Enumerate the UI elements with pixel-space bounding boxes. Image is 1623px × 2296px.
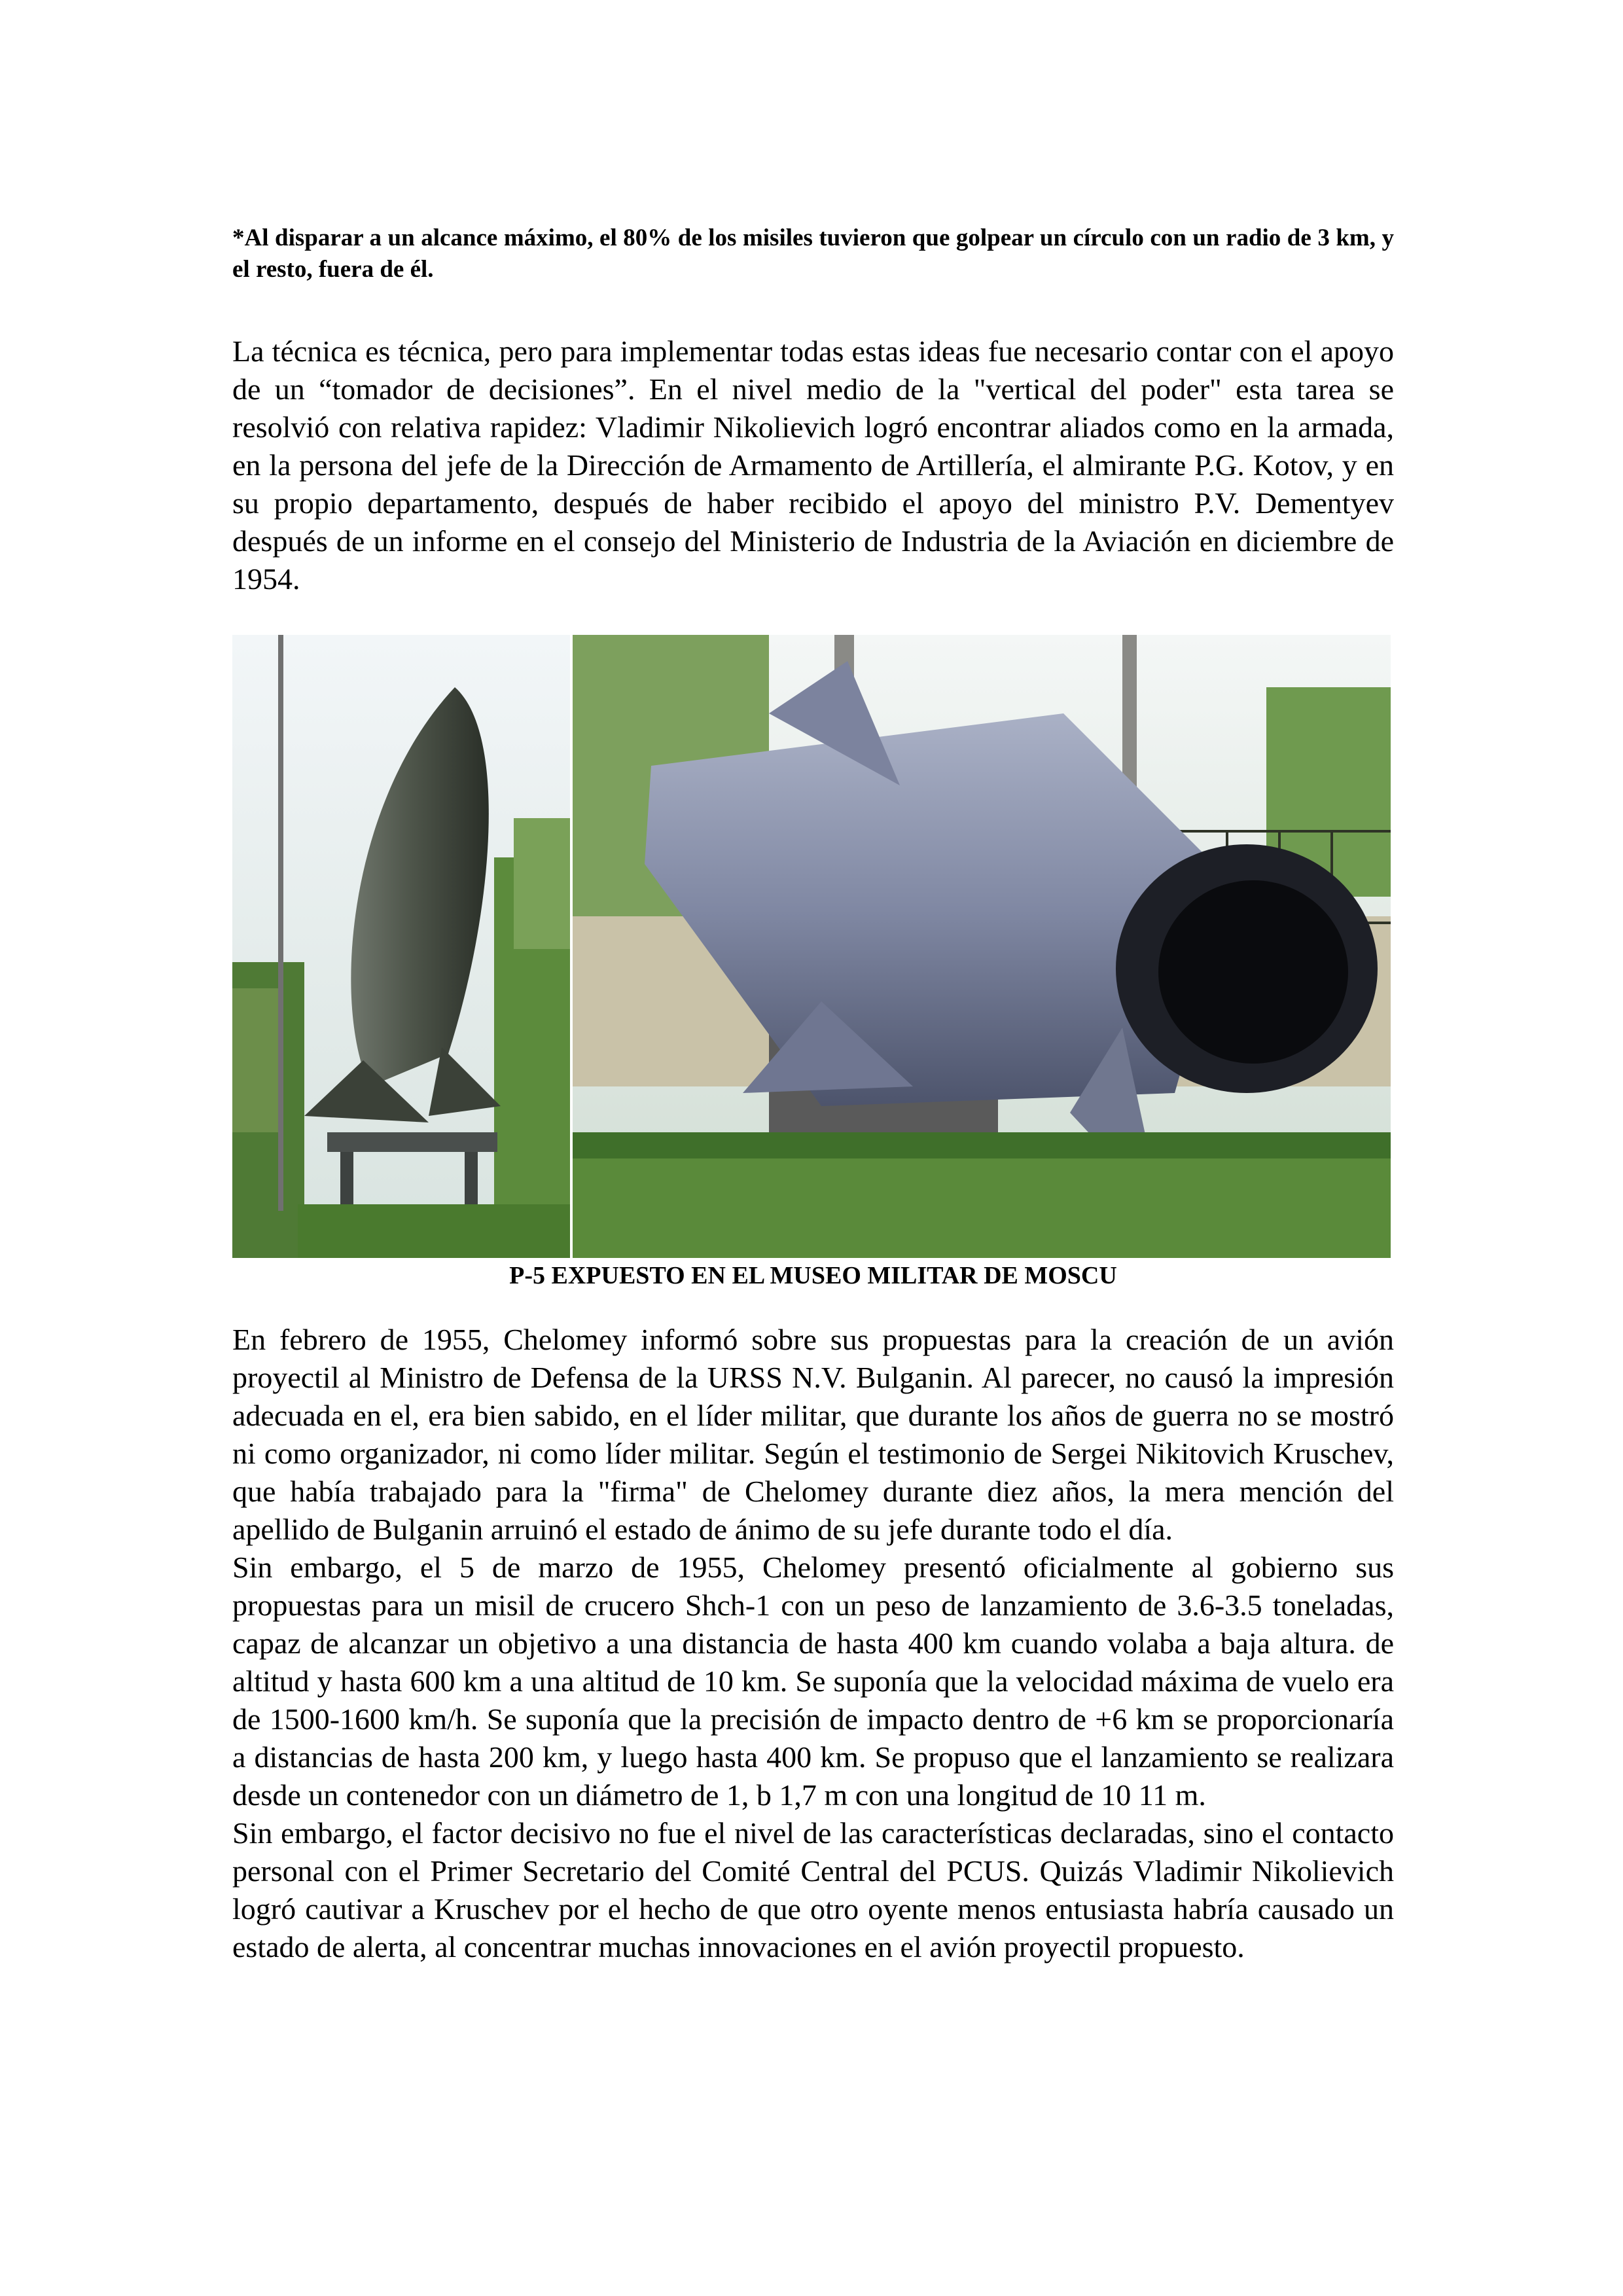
footnote: *Al disparar a un alcance máximo, el 80% de los misiles tuvieron que golpear un círculo con un radio de 3 km, y el resto, fuera de él. bbox=[232, 224, 1394, 283]
missile-nose-photo bbox=[232, 635, 570, 1258]
paragraph-shch1-proposal: Sin embargo, el 5 de marzo de 1955, Chelomey presentó oficialmente al gobierno sus propuestas para un misil de crucero Shch-1 con un peso de lanzamiento de 3.6-3.5 toneladas, capaz de alcanzar un objetivo a una distancia de hasta 400 km cuando volaba a baja altura. de altitud y hasta 600 km a una altitud de 10 km. Se suponía que la velocidad máxima de vuelo era de 1500-1600 km/h. Se suponía que la precisión de impacto dentro de +6 km se proporcionaría a distancias de hasta 200 km, y luego hasta 400 km. Se propuso que el lanzamiento se realizara desde un contenedor con un diámetro de 1, b 1,7 m con una longitud de 10 11 m. bbox=[232, 1551, 1394, 1812]
intro-paragraph: La técnica es técnica, pero para implementar todas estas ideas fue necesario contar con el apoyo de un “tomador de decisiones”. En el nivel medio de la "vertical del poder" esta tarea se resolvió con relativa rapidez: Vladimir Nikolievich logró encontrar aliados como en la armada, en la persona del jefe de la Dirección de Armamento de Artillería, el almirante P.G. Kotov, y en su propio departamento, después de haber recibido el apoyo del ministro P.V. Dementyev después de un informe en el consejo del Ministerio de Industria de la Aviación en diciembre de 1954. bbox=[232, 334, 1394, 596]
body-text bbox=[232, 1321, 1394, 1966]
paragraph-kruschev: Sin embargo, el factor decisivo no fue el nivel de las características declaradas, sino el contacto personal con el Primer Secretario del Comité Central del PCUS. Quizás Vladimir Nikolievich logró cautivar a Kruschev por el hecho de que otro oyente menos entusiasta habría causado un estado de alerta, al concentrar muchas innovaciones en el avión proyectil propuesto. bbox=[232, 1816, 1394, 1964]
figure-caption: P-5 EXPUESTO EN EL MUSEO MILITAR DE MOSCU bbox=[509, 1262, 1117, 1289]
paragraph-bulganin: En febrero de 1955, Chelomey informó sobre sus propuestas para la creación de un avión proyectil al Ministro de Defensa de la URSS N.V. Bulganin. Al parecer, no causó la impresión adecuada en el, era bien sabido, en el líder militar, que durante los años de guerra no se mostró ni como organizador, ni como líder militar. Según el testimonio de Sergei Nikitovich Kruschev, que había trabajado para la "firma" de Chelomey durante diez años, la mera mención del apellido de Bulganin arruinó el estado de ánimo de su jefe durante todo el día. bbox=[232, 1323, 1394, 1546]
missile-engine-nozzle-photo bbox=[573, 635, 1391, 1258]
